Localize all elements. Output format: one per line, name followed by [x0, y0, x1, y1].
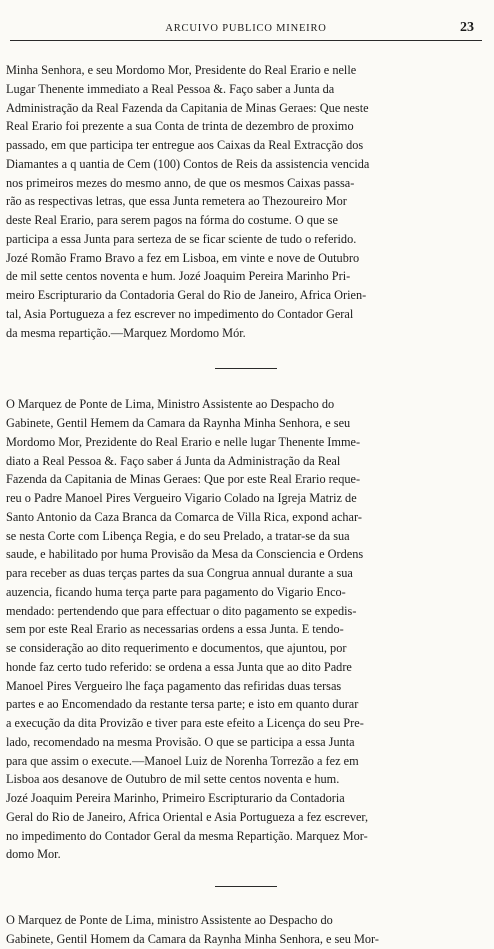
page-number: 23	[460, 20, 474, 35]
paragraph-1: Minha Senhora, e seu Mordomo Mor, Presidente do Real Erario e nelle Lugar Thenente immediato a Real Pessoa &. Faço saber a Junta da Administração da Real Fazenda da Capitania de Minas Geraes: Que neste Real Erario foi prezente a sua Conta de trinta de dezembro de proximo passado, em que participa ter entregue aos Caixas da Real Extracção dos Diamantes a q uantia de Cem (100) Contos de Reis da assistencia vencida nos primeiros mezes do mesmo anno, de que os mesmos Caixas passa- rão as respectivas letras, que essa Junta remetera ao Thezoureiro Mor deste Real Erario, para serem pagos na fórma do costume. O que se participa a essa Junta para serteza de se ficar sciente de tudo o referido. Jozé Romão Framo Bravo a fez em Lisboa, em vinte e nove de Outubro de mil sette centos noventa e hum. Jozé Joaquim Pereira Marinho Pri- meiro Escripturario da Contadoria Geral do Rio de Janeiro, Africa Orien- tal, Asia Portugueza a fez escrever no impedimento do Contador Geral da mesma repartição.—Marquez Mordomo Mór.	[6, 63, 370, 340]
header-rule	[10, 40, 482, 41]
section-separator	[215, 886, 277, 887]
paragraph-2: O Marquez de Ponte de Lima, Ministro Assistente ao Despacho do Gabinete, Gentil Hemem da Camara da Raynha Minha Senhora, e seu Mordomo Mor, Prezidente do Real Erario e nelle lugar Thenente Imme- diato a Real Pessoa &. Faço saber á Junta da Administração da Real Fazenda da Capitania de Minas Geraes: Que por este Real Erario reque- reu o Padre Manoel Pires Vergueiro Vigario Colado na Igreja Matriz de Santo Antonio da Caza Branca da Comarca de Villa Rica, expond achar- se nesta Corte com Libença Regia, e do seu Prelado, a tratar-se da sua saude, e habilitado por huma Provisão da Mesa da Consciencia e Ordens para receber as duas terças partes da sua Congrua annual durante a sua auzencia, ficando huma terça parte para pagamento do Vigario Enco- mendado: pertendendo que para effectuar o dito pagamento se expedis- sem por este Real Erario as necessarias ordens a essa Junta. E tendo- se consideração ao dito requerimento e documentos, que ajuntou, por honde faz certo tudo referido: se ordena a essa Junta que ao dito Padre Manoel Pires Vergueiro lhe faça pagamento das refiridas duas tersas partes e ao Encomendado da restante tersa parte; e isto em quanto durar a execução da dita Provizão e tiver para este efeito a Licença do seu Pre- lado, recomendado na mesma Provisão. O que se participa a essa Junta para que assim o execute.—Manoel Luiz de Norenha Torrezão a fez em Lisboa aos desanove de Outubro de mil sette centos noventa e hum. Jozé Joaquim Pereira Marinho, Primeiro Escripturario da Contadoria Geral do Rio de Janeiro, Africa Oriental e Asia Portugueza a fez escrever, no impedimento do Contador Geral da mesma Repartição. Marquez Mor- domo Mor.	[6, 397, 369, 862]
paragraph-3: O Marquez de Ponte de Lima, ministro Assistente ao Despacho do Gabinete, Gentil Homem da Camara da Raynha Minha Senhora, e seu Mor-	[6, 913, 379, 946]
section-separator	[215, 368, 277, 369]
running-head: ARCUIVO PUBLICO MINEIRO	[165, 23, 327, 34]
page-header	[6, 0, 486, 40]
